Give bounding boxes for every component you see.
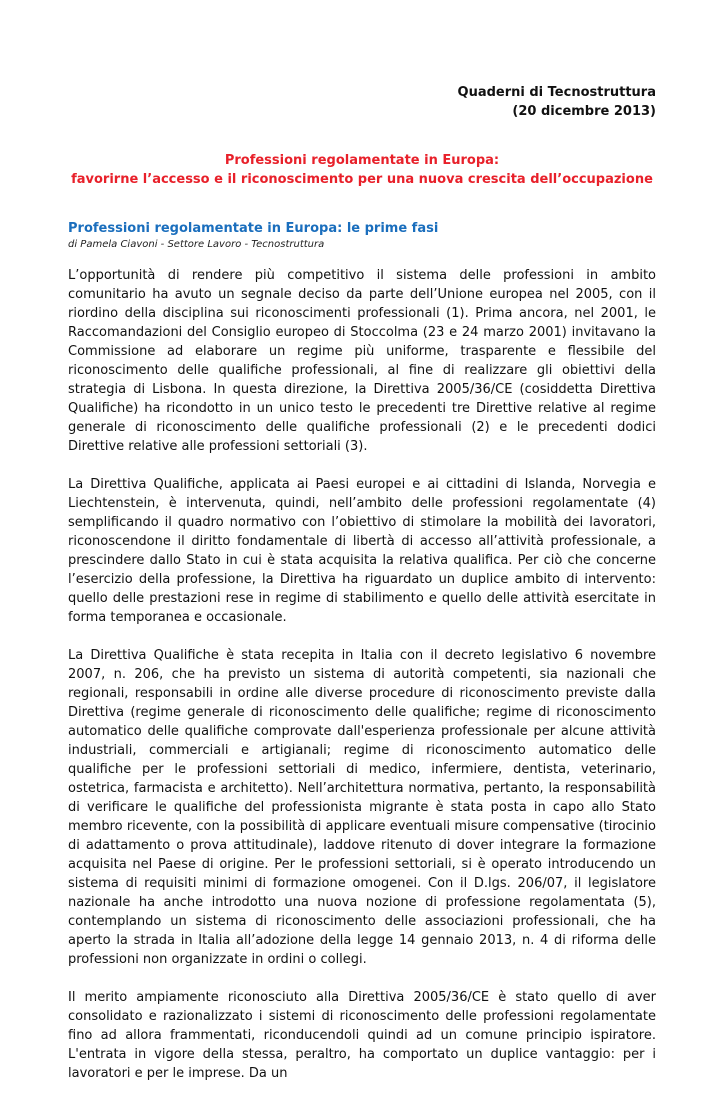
author-line: di Pamela Ciavoni - Settore Lavoro - Tecnostruttura xyxy=(68,239,325,250)
section-heading: Professioni regolamentate in Europa: le prime fasi xyxy=(68,221,439,236)
paragraph: Il merito ampiamente riconosciuto alla Direttiva 2005/36/CE è stato quello di aver consolidato e razionalizzato i sistemi di riconoscimento delle professioni regolamentate fino ad allora frammentati, riconducendoli quindi ad un comune principio ispiratore. L'entrata in vigore della stessa, peraltro, ha comportato un duplice vantaggio: per i lavoratori e per le imprese. Da un xyxy=(68,990,656,1081)
publication-date: (20 dicembre 2013) xyxy=(512,104,656,119)
body-text xyxy=(68,266,656,1102)
publication-header xyxy=(458,83,656,121)
paragraph: La Direttiva Qualifiche, applicata ai Paesi europei e ai cittadini di Islanda, Norvegia e Liechtenstein, è intervenuta, quindi, nell’ambito delle professioni regolamentate (4) semplificando il quadro normativo con l’obiettivo di stimolare la mobilità dei lavoratori, riconoscendone il diritto fondamentale di libertà di accesso all’attività professionale, a prescindere dallo Stato in cui è stata acquisita la relativa qualifica. Per ciò che concerne l’esercizio della professione, la Direttiva ha riguardato un duplice ambito di intervento: quello delle prestazioni rese in regime di stabilimento e quello delle attività esercitate in forma temporanea e occasionale. xyxy=(68,477,656,625)
document-title xyxy=(68,151,656,189)
publication-name: Quaderni di Tecnostruttura xyxy=(457,85,656,100)
document-title-line1: Professioni regolamentate in Europa: xyxy=(224,153,500,168)
paragraph: L’opportunità di rendere più competitivo il sistema delle professioni in ambito comunitario ha avuto un segnale deciso da parte dell’Unione europea nel 2005, con il riordino della disciplina sui riconoscimenti professionali (1). Prima ancora, nel 2001, le Raccomandazioni del Consiglio europeo di Stoccolma (23 e 24 marzo 2001) invitavano la Commissione ad elaborare un regime più uniforme, trasparente e flessibile del riconoscimento delle qualifiche professionali, al fine di realizzare gli obiettivi della strategia di Lisbona. In questa direzione, la Direttiva 2005/36/CE (cosiddetta Direttiva Qualifiche) ha ricondotto in un unico testo le precedenti tre Direttive relative al regime generale di riconoscimento delle qualifiche professionali (2) e le precedenti dodici Direttive relative alle professioni settoriali (3). xyxy=(68,268,656,454)
document-title-line2: favorirne l’accesso e il riconoscimento per una nuova crescita dell’occupazione xyxy=(71,172,653,187)
paragraph: La Direttiva Qualifiche è stata recepita in Italia con il decreto legislativo 6 novembre 2007, n. 206, che ha previsto un sistema di autorità competenti, sia nazionali che regionali, responsabili in ordine alle diverse procedure di riconoscimento previste dalla Direttiva (regime generale di riconoscimento delle qualifiche; regime di riconoscimento automatico delle qualifiche comprovate dall'esperienza professionale per alcune attività industriali, commerciali e artigianali; regime di riconoscimento automatico delle qualifiche per le professioni settoriali di medico, infermiere, dentista, veterinario, ostetrica, farmacista e architetto). Nell’architettura normativa, pertanto, la responsabilità di verificare le qualifiche del professionista migrante è stata posta in capo allo Stato membro ricevente, con la possibilità di applicare eventuali misure compensative (tirocinio di adattamento o prova attitudinale), laddove ritenuto di dover integrare la formazione acquisita nel Paese di origine. Per le professioni settoriali, si è operato introducendo un sistema di requisiti minimi di formazione omogenei. Con il D.lgs. 206/07, il legislatore nazionale ha anche introdotto una nuova nozione di professione regolamentata (5), contemplando un sistema di riconoscimento delle associazioni professionali, che ha aperto la strada in Italia all’adozione della legge 14 gennaio 2013, n. 4 di riforma delle professioni non organizzate in ordini o collegi. xyxy=(68,648,656,967)
